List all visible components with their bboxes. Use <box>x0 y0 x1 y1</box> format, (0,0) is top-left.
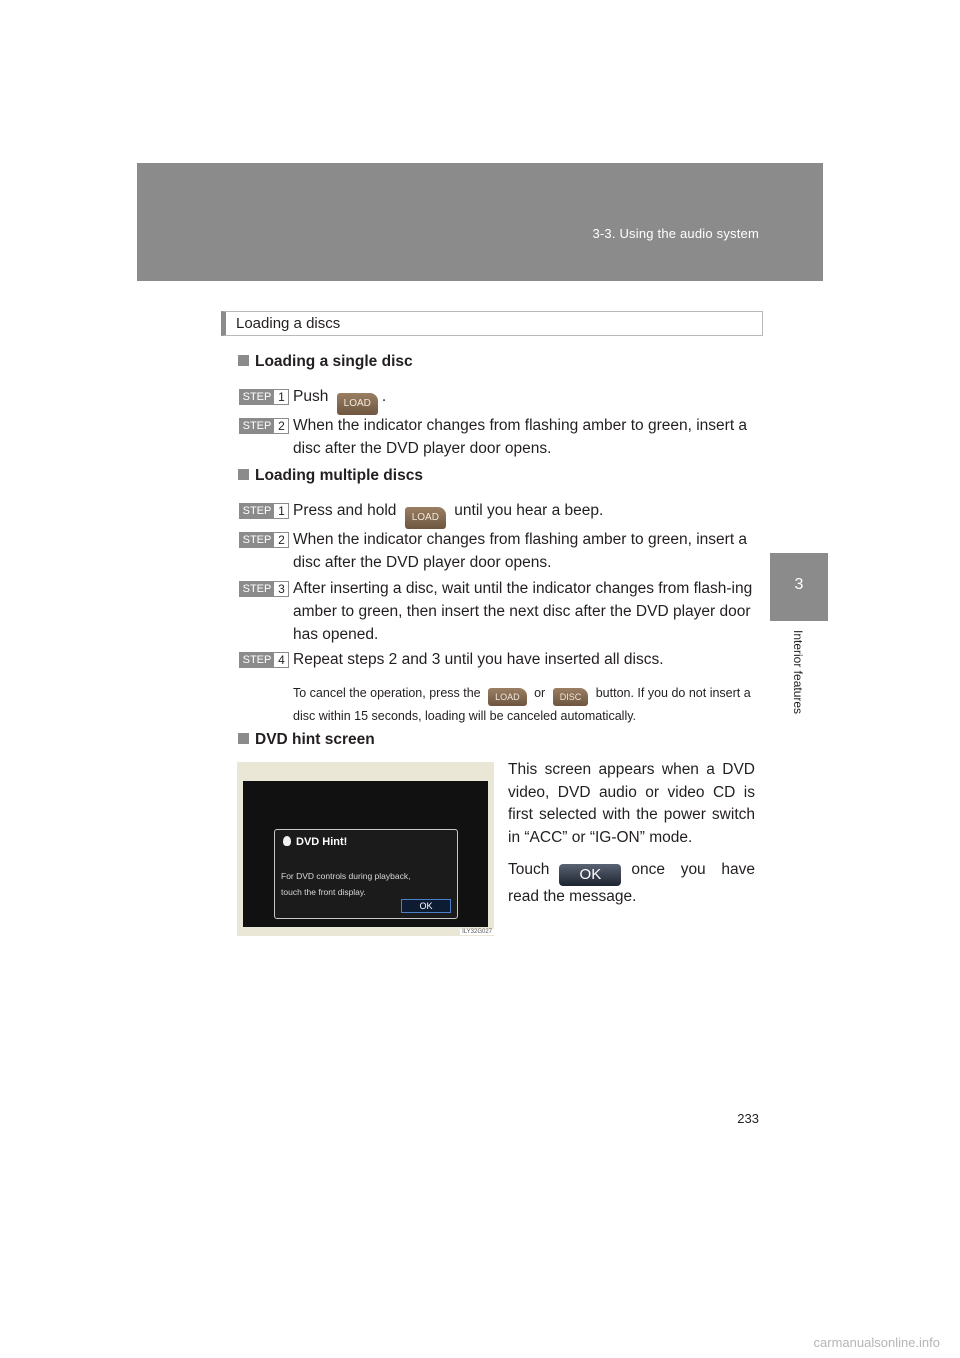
subheading-multiple: Loading multiple discs <box>238 467 423 485</box>
step-text: After inserting a disc, wait until the indicator changes from flash-ing amber to green, then insert the next disc after the DVD player door has opened. <box>293 580 753 643</box>
image-code: ILY32G027 <box>462 929 492 935</box>
step-text: When the indicator changes from flashing amber to green, insert a disc after the DVD player door opens. <box>293 531 748 571</box>
lightbulb-icon <box>283 836 291 846</box>
header-band <box>137 163 823 281</box>
step-badge: STEP 2 <box>239 418 289 434</box>
touch-instruction: Touch OK once you have read the message. <box>508 861 755 905</box>
step-badge: STEP 1 <box>239 503 289 519</box>
step-text: Repeat steps 2 and 3 until you have inserted all discs. <box>293 651 664 668</box>
load-button-icon: LOAD <box>405 507 446 529</box>
load-button-icon: LOAD <box>337 393 378 415</box>
step-badge: STEP 3 <box>239 581 289 597</box>
page-number: 233 <box>737 1111 759 1126</box>
step-badge: STEP 1 <box>239 389 289 405</box>
step-badge: STEP 2 <box>239 532 289 548</box>
disc-button-icon: DISC <box>553 688 589 706</box>
square-bullet-icon <box>238 355 249 366</box>
dialog-message: For DVD controls during playback, touch the front display. <box>281 871 411 897</box>
square-bullet-icon <box>238 469 249 480</box>
dvd-hint-screenshot <box>237 762 494 936</box>
chapter-number: 3 <box>794 576 804 593</box>
step-text: Press and hold LOAD until you hear a beep. <box>293 499 756 529</box>
section-title-box <box>221 311 763 336</box>
load-button-icon: LOAD <box>488 688 527 706</box>
dialog-title: DVD Hint! <box>283 836 347 848</box>
subheading-hint: DVD hint screen <box>238 731 375 749</box>
hint-description: This screen appears when a DVD video, DVD audio or video CD is first selected with the power switch in “ACC” or “IG-ON” mode. <box>508 761 755 846</box>
hint-dialog <box>274 829 458 919</box>
section-title: Loading a discs <box>236 315 341 332</box>
ok-button-icon: OK <box>559 864 621 886</box>
subheading-single: Loading a single disc <box>238 353 413 371</box>
square-bullet-icon <box>238 733 249 744</box>
chapter-label: Interior features <box>791 630 805 715</box>
step-badge: STEP 4 <box>239 652 289 668</box>
step-text: Push LOAD . <box>293 385 756 415</box>
dialog-ok-button[interactable]: OK <box>401 899 451 913</box>
section-header: 3-3. Using the audio system <box>592 226 759 241</box>
step-text: When the indicator changes from flashing amber to green, insert a disc after the DVD player door opens. <box>293 417 748 457</box>
display-screen <box>243 781 488 927</box>
cancel-note: To cancel the operation, press the LOAD or DISC button. If you do not insert a disc within 15 seconds, loading will be canceled automatically. <box>293 686 751 723</box>
watermark: carmanualsonline.info <box>813 1335 940 1350</box>
